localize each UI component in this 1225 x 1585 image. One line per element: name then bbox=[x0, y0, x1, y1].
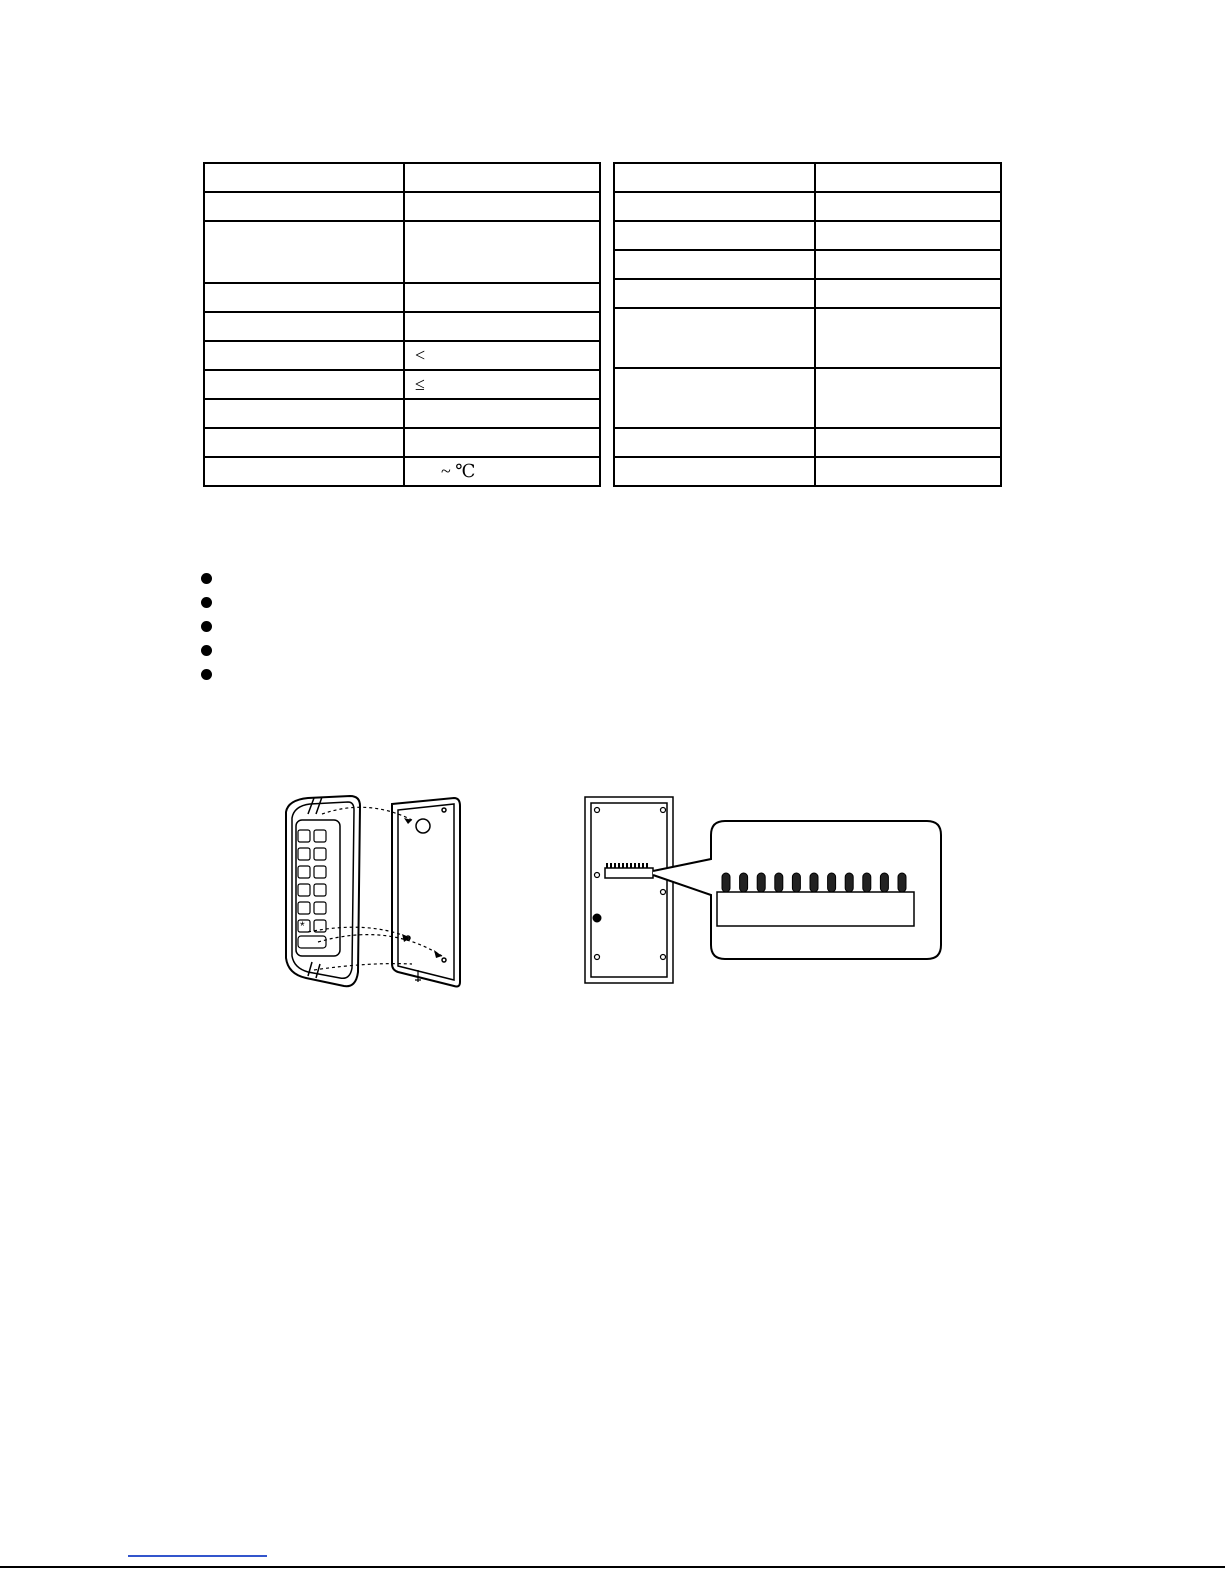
table-row bbox=[204, 341, 600, 370]
footer-divider bbox=[0, 1566, 1225, 1568]
spec-label bbox=[204, 221, 404, 283]
dip-switch-pin bbox=[828, 873, 836, 892]
spec-label bbox=[204, 399, 404, 428]
table-row bbox=[204, 163, 600, 192]
table-row bbox=[204, 370, 600, 399]
bullet-icon bbox=[201, 645, 212, 656]
spec-label bbox=[204, 192, 404, 221]
spec-table-right bbox=[613, 162, 1002, 487]
spec-label bbox=[204, 457, 404, 486]
spec-label bbox=[614, 250, 815, 279]
table-row bbox=[614, 428, 1001, 457]
spec-value bbox=[404, 312, 600, 341]
spec-label bbox=[204, 428, 404, 457]
spec-label bbox=[614, 368, 815, 428]
spec-label bbox=[614, 428, 815, 457]
dip-switch-figure bbox=[583, 795, 948, 987]
table-row bbox=[204, 399, 600, 428]
dip-switch-pin bbox=[740, 873, 748, 892]
feature-list bbox=[201, 566, 212, 686]
dip-switch-pin bbox=[880, 873, 888, 892]
bullet-icon bbox=[201, 597, 212, 608]
list-item bbox=[201, 590, 212, 614]
table-row bbox=[204, 312, 600, 341]
dip-switch-pin bbox=[792, 873, 800, 892]
spec-value bbox=[404, 283, 600, 312]
spec-value bbox=[815, 250, 1001, 279]
list-item bbox=[201, 662, 212, 686]
spec-label bbox=[204, 163, 404, 192]
spec-value: ≤ bbox=[404, 370, 600, 399]
table-row bbox=[614, 221, 1001, 250]
dip-switch-pin bbox=[845, 873, 853, 892]
table-row bbox=[614, 457, 1001, 486]
list-item bbox=[201, 614, 212, 638]
spec-label bbox=[204, 370, 404, 399]
spec-label bbox=[614, 163, 815, 192]
bullet-icon bbox=[201, 669, 212, 680]
spec-value bbox=[815, 368, 1001, 428]
table-row bbox=[204, 428, 600, 457]
table-row bbox=[614, 192, 1001, 221]
spec-value bbox=[404, 221, 600, 283]
spec-value bbox=[815, 192, 1001, 221]
spec-value bbox=[815, 308, 1001, 368]
dip-switch-pin bbox=[810, 873, 818, 892]
spec-label bbox=[614, 308, 815, 368]
spec-label bbox=[204, 341, 404, 370]
bullet-icon bbox=[201, 621, 212, 632]
spec-value bbox=[815, 428, 1001, 457]
list-item bbox=[201, 638, 212, 662]
table-row bbox=[204, 283, 600, 312]
footer-link-underline[interactable] bbox=[128, 1555, 267, 1557]
table-row bbox=[614, 368, 1001, 428]
dip-switch-pin bbox=[775, 873, 783, 892]
back-cover bbox=[392, 798, 460, 987]
spec-value: ~ ℃ bbox=[404, 457, 600, 486]
list-item bbox=[201, 566, 212, 590]
reader-assembly-figure bbox=[278, 792, 468, 992]
spec-value bbox=[404, 192, 600, 221]
table-row bbox=[204, 457, 600, 486]
table-row bbox=[204, 192, 600, 221]
back-plate bbox=[585, 797, 673, 983]
spec-value bbox=[815, 221, 1001, 250]
table-row bbox=[614, 308, 1001, 368]
spec-value bbox=[404, 163, 600, 192]
dip-switch-pin bbox=[863, 873, 871, 892]
dip-switch-pin bbox=[722, 873, 730, 892]
table-row bbox=[614, 279, 1001, 308]
spec-label bbox=[614, 279, 815, 308]
spec-label bbox=[614, 457, 815, 486]
table-row bbox=[614, 163, 1001, 192]
table-row bbox=[614, 250, 1001, 279]
spec-value bbox=[404, 399, 600, 428]
spec-value: < bbox=[404, 341, 600, 370]
spec-value bbox=[404, 428, 600, 457]
spec-value bbox=[815, 279, 1001, 308]
table-row bbox=[204, 221, 600, 283]
spec-label bbox=[614, 192, 815, 221]
spec-table-left bbox=[203, 162, 601, 487]
spec-label bbox=[204, 283, 404, 312]
dip-switch-pin bbox=[898, 873, 906, 892]
dip-switch-pin bbox=[757, 873, 765, 892]
reader-front-body bbox=[286, 796, 360, 986]
spec-label bbox=[614, 221, 815, 250]
spec-value bbox=[815, 457, 1001, 486]
spec-value bbox=[815, 163, 1001, 192]
bullet-icon bbox=[201, 573, 212, 584]
spec-label bbox=[204, 312, 404, 341]
star-key-symbol: * bbox=[300, 919, 305, 933]
